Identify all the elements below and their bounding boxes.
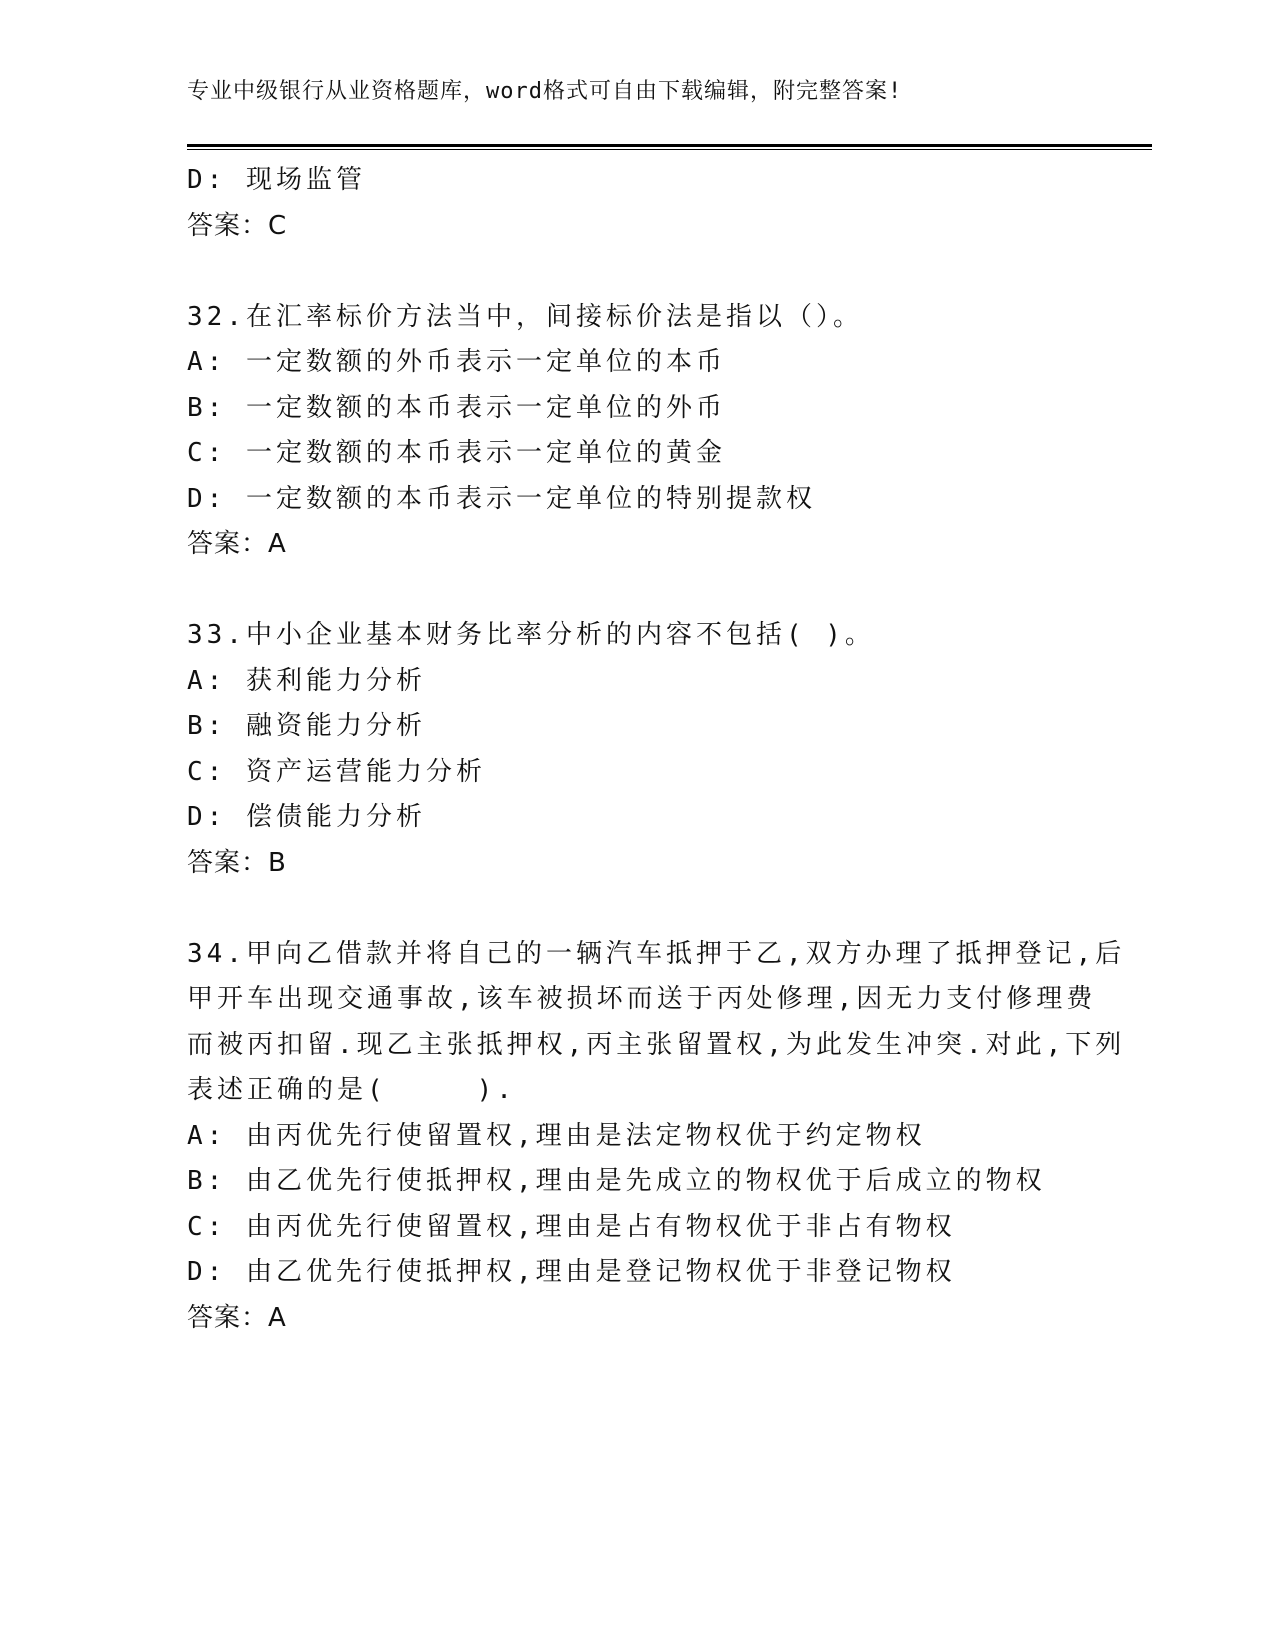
option-a: A: 获利能力分析 <box>187 665 426 696</box>
question-stem: 32.在汇率标价方法当中，间接标价法是指以（）。 <box>187 301 863 332</box>
option-b: B: 融资能力分析 <box>187 711 426 741</box>
option-a: A: 由丙优先行使留置权,理由是法定物权优于约定物权 <box>187 1120 926 1151</box>
option-c: C: 一定数额的本币表示一定单位的黄金 <box>187 438 726 468</box>
prev-answer: 答案：C <box>187 210 288 241</box>
question-34 <box>187 932 1127 1342</box>
option-d: D: 一定数额的本币表示一定单位的特别提款权 <box>187 483 816 514</box>
answer: 答案：B <box>187 847 287 878</box>
question-stem-line-2: 甲开车出现交通事故,该车被损坏而送于丙处修理,因无力支付修理费 <box>187 984 1097 1014</box>
option-c: C: 资产运营能力分析 <box>187 756 486 787</box>
spacer <box>187 568 1127 614</box>
option-c: C: 由丙优先行使留置权,理由是占有物权优于非占有物权 <box>187 1211 956 1242</box>
question-stem-line-3: 而被丙扣留.现乙主张抵押权,丙主张留置权,为此发生冲突.对此,下列 <box>187 1029 1126 1060</box>
page-header: 专业中级银行从业资格题库，word格式可自由下载编辑，附完整答案! <box>187 79 903 104</box>
question-stem-line-4: 表述正确的是( ). <box>187 1075 516 1105</box>
option-d: D: 偿债能力分析 <box>187 802 426 832</box>
option-d: D: 由乙优先行使抵押权,理由是登记物权优于非登记物权 <box>187 1257 956 1287</box>
spacer <box>187 249 1127 295</box>
question-stem: 33.中小企业基本财务比率分析的内容不包括( )。 <box>187 620 875 650</box>
option-b: B: 一定数额的本币表示一定单位的外币 <box>187 392 726 423</box>
header-rule-thick <box>187 144 1152 147</box>
option-a: A: 一定数额的外币表示一定单位的本币 <box>187 347 726 377</box>
header-rule-thin <box>187 149 1152 150</box>
answer: 答案：A <box>187 1302 287 1333</box>
spacer <box>187 886 1127 932</box>
question-stem-line-1: 34.甲向乙借款并将自己的一辆汽车抵押于乙,双方办理了抵押登记,后 <box>187 938 1126 969</box>
question-32 <box>187 295 1127 568</box>
prev-option-d: D: 现场监管 <box>187 165 366 195</box>
question-33 <box>187 613 1127 886</box>
document-body <box>187 158 1127 1341</box>
answer: 答案：A <box>187 529 287 559</box>
option-b: B: 由乙优先行使抵押权,理由是先成立的物权优于后成立的物权 <box>187 1166 1046 1196</box>
